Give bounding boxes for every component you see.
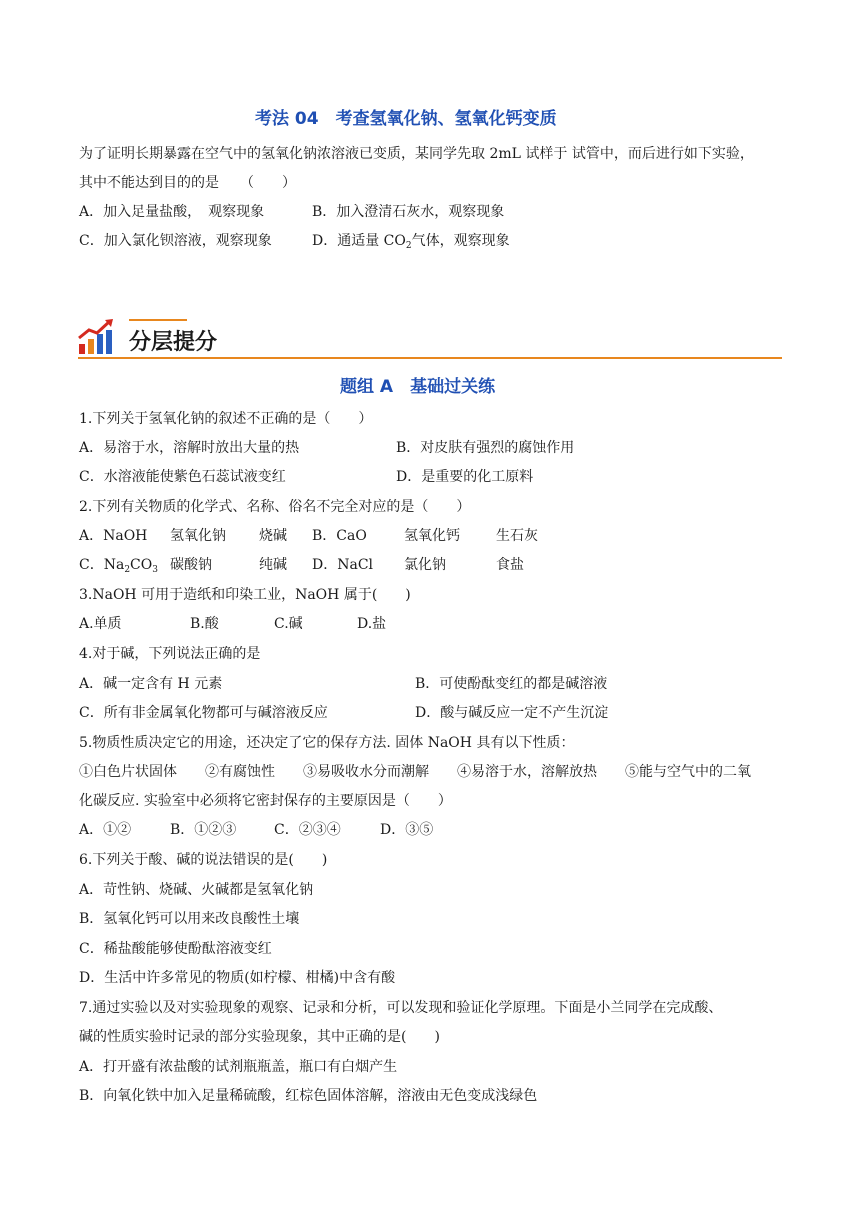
q2-option-a-formula: A．NaOH bbox=[79, 528, 148, 544]
group-title: 题组 A 基础过关练 bbox=[340, 377, 496, 397]
q3-option-b: B.酸 bbox=[190, 616, 219, 632]
q4-option-c: C．所有非金属氧化物都可与碱溶液反应 bbox=[79, 705, 328, 721]
q2-option-a-name: 氢氧化钠 bbox=[170, 528, 226, 544]
q6-option-c: C．稀盐酸能够使酚酞溶液变红 bbox=[79, 941, 272, 957]
growth-chart-icon bbox=[77, 318, 117, 356]
question-2: 2.下列有关物质的化学式、名称、俗名不完全对应的是（ ） bbox=[79, 499, 471, 515]
q4-option-b: B．可使酚酞变红的都是碱溶液 bbox=[415, 676, 608, 692]
q2-option-d-name: 氯化钠 bbox=[404, 557, 446, 573]
q5-option-c: C．②③④ bbox=[274, 822, 341, 838]
q5-option-d: D．③⑤ bbox=[380, 822, 434, 838]
question-4: 4.对于碱，下列说法正确的是 bbox=[79, 646, 261, 662]
q6-option-b: B．氢氧化钙可以用来改良酸性土壤 bbox=[79, 911, 300, 927]
question-3: 3.NaOH 可用于造纸和印染工业，NaOH 属于( ) bbox=[79, 587, 411, 603]
q6-option-d: D．生活中许多常见的物质(如柠檬、柑橘)中含有酸 bbox=[79, 970, 396, 986]
method-title: 考法 04 考查氢氧化钠、氢氧化钙变质 bbox=[255, 109, 557, 129]
q5-properties: ①白色片状固体 ②有腐蚀性 ③易吸收水分而潮解 ④易溶于水，溶解放热 ⑤能与空气中的二氧 bbox=[79, 764, 751, 780]
intro-question-line2: 其中不能达到目的的是 （ ） bbox=[79, 175, 296, 191]
q2-option-b-common: 生石灰 bbox=[496, 528, 538, 544]
q3-option-d: D.盐 bbox=[357, 616, 387, 632]
q6-option-a: A．苛性钠、烧碱、火碱都是氢氧化钠 bbox=[79, 882, 314, 898]
q2-option-b-name: 氢氧化钙 bbox=[404, 528, 460, 544]
q1-option-c: C．水溶液能使紫色石蕊试液变红 bbox=[79, 469, 286, 485]
q2-option-c-name: 碳酸钠 bbox=[170, 557, 212, 573]
q5-continuation: 化碳反应. 实验室中必须将它密封保存的主要原因是（ ） bbox=[79, 793, 452, 809]
q2-option-a-common: 烧碱 bbox=[259, 528, 287, 544]
section-divider bbox=[78, 357, 782, 359]
q4-option-a: A．碱一定含有 H 元素 bbox=[79, 676, 223, 692]
intro-question-line1: 为了证明长期暴露在空气中的氢氧化钠浓溶液已变质，某同学先取 2mL 试样于 试管中，而后进行如下实验， bbox=[79, 146, 754, 162]
q3-option-c: C.碱 bbox=[274, 616, 303, 632]
q2-option-c-formula: C．$Na_2CO_3$ bbox=[79, 557, 158, 575]
question-7-line1: 7.通过实验以及对实验现象的观察、记录和分析，可以发现和验证化学原理。下面是小兰同学在完成酸、 bbox=[79, 1000, 723, 1016]
q7-option-b: B．向氧化铁中加入足量稀硫酸，红棕色固体溶解，溶液由无色变成浅绿色 bbox=[79, 1088, 538, 1104]
q4-option-d: D．酸与碱反应一定不产生沉淀 bbox=[415, 705, 609, 721]
q5-option-a: A．①② bbox=[79, 822, 132, 838]
q2-option-b-formula: B．CaO bbox=[312, 528, 367, 544]
question-7-line2: 碱的性质实验时记录的部分实验现象，其中正确的是( ) bbox=[79, 1029, 440, 1045]
q2-option-d-common: 食盐 bbox=[496, 557, 524, 573]
q3-option-a: A.单质 bbox=[79, 616, 122, 632]
section-label: 分层提分 bbox=[129, 330, 218, 355]
intro-option-b: B．加入澄清石灰水，观察现象 bbox=[312, 204, 505, 220]
q1-option-b: B．对皮肤有强烈的腐蚀作用 bbox=[396, 440, 575, 456]
section-accent-bar bbox=[129, 319, 187, 321]
intro-option-a: A．加入足量盐酸， 观察现象 bbox=[79, 204, 265, 220]
question-6: 6.下列关于酸、碱的说法错误的是( ) bbox=[79, 852, 328, 868]
q1-option-a: A．易溶于水，溶解时放出大量的热 bbox=[79, 440, 300, 456]
q5-option-b: B．①②③ bbox=[170, 822, 237, 838]
intro-option-c: C．加入氯化钡溶液，观察现象 bbox=[79, 233, 272, 249]
q2-option-c-common: 纯碱 bbox=[259, 557, 287, 573]
q7-option-a: A．打开盛有浓盐酸的试剂瓶瓶盖，瓶口有白烟产生 bbox=[79, 1059, 398, 1075]
intro-option-d: D．通适量 $CO_2$气体，观察现象 bbox=[312, 233, 510, 251]
question-5: 5.物质性质决定它的用途，还决定了它的保存方法. 固体 NaOH 具有以下性质： bbox=[79, 735, 575, 751]
q2-option-d-formula: D．NaCl bbox=[312, 557, 374, 573]
q1-option-d: D．是重要的化工原料 bbox=[396, 469, 534, 485]
question-1: 1.下列关于氢氧化钠的叙述不正确的是（ ） bbox=[79, 411, 373, 427]
